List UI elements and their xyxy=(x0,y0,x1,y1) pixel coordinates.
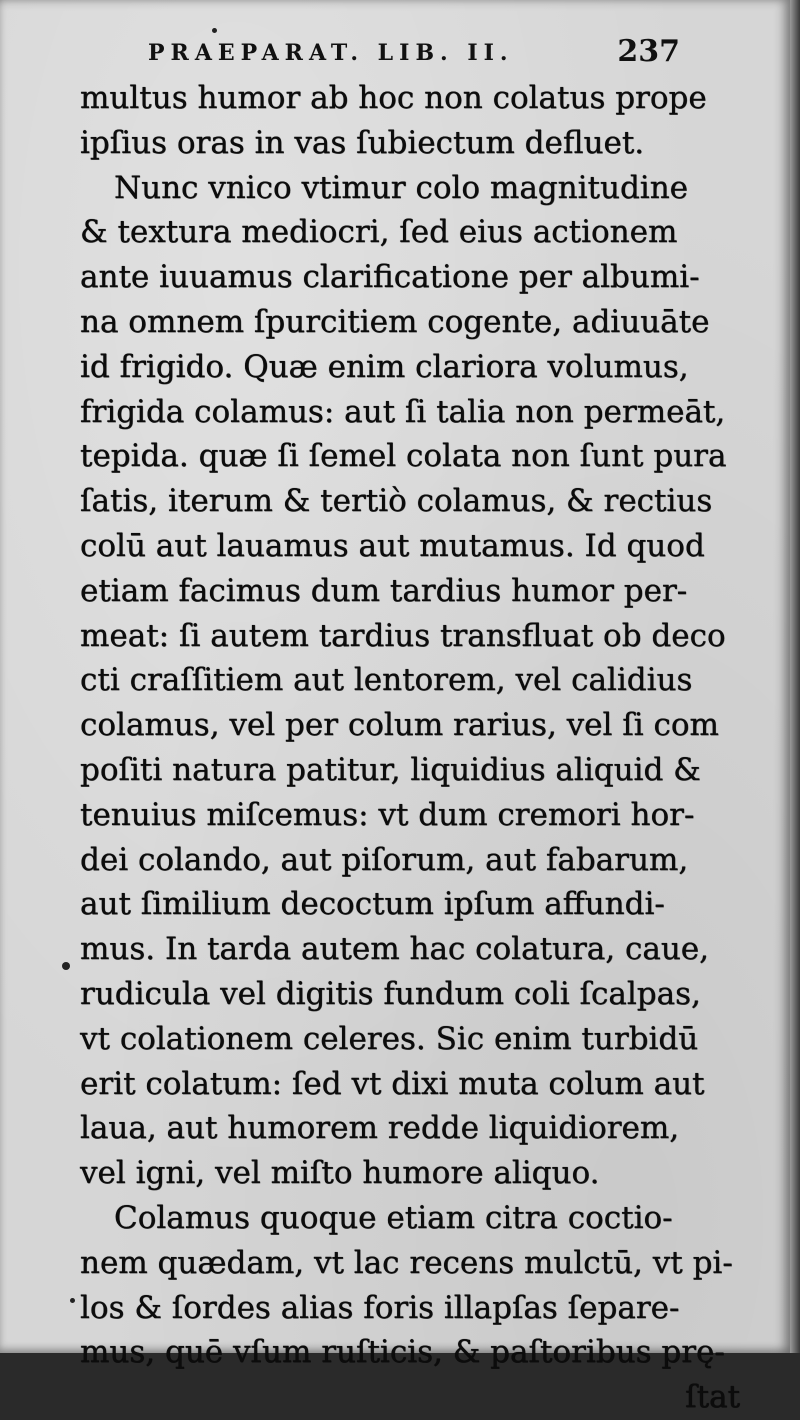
ink-speck xyxy=(70,1298,75,1303)
paragraph-start-line: Nunc vnico vtimur colo magnitudine xyxy=(114,169,689,206)
body-text xyxy=(80,76,740,1420)
text-line: meat: ſi autem tardius transfluat ob deco xyxy=(80,617,726,654)
text-line: ante iuuamus clarificatione per albumi- xyxy=(80,259,700,296)
text-line: ſatis, iterum & tertiò colamus, & rectius xyxy=(80,483,713,520)
text-line: etiam facimus dum tardius humor per- xyxy=(80,572,688,609)
text-line: mus. In tarda autem hac colatura, caue, xyxy=(80,931,710,968)
ink-speck xyxy=(62,962,70,970)
running-head: PRAEPARAT. LIB. II. xyxy=(148,40,514,66)
text-line: dei colando, aut piſorum, aut fabarum, xyxy=(80,841,689,878)
catchword: ſtat xyxy=(685,1379,740,1416)
text-line: multus humor ab hoc non colatus prope xyxy=(80,80,707,116)
text-line: colū aut lauamus aut mutamus. Id quod xyxy=(80,527,705,564)
text-line: colamus, vel per colum rarius, vel ſi com xyxy=(80,707,719,744)
text-line: mus, quē vſum ruſticis, & paſtoribus prę- xyxy=(80,1334,725,1371)
text-line: aut ſimilium decoctum ipſum affundi- xyxy=(80,886,665,923)
text-line: tepida. quæ ſi ſemel colata non ſunt pura xyxy=(80,438,727,475)
page-edge-shadow xyxy=(790,0,800,1353)
ink-speck xyxy=(212,28,217,33)
text-line: laua, aut humorem redde liquidiorem, xyxy=(80,1110,680,1147)
text-line: poſiti natura patitur, liquidius aliquid & xyxy=(80,751,701,788)
text-line: na omnem ſpurcitiem cogente, adiuuāte xyxy=(80,303,710,340)
paragraph-start-line: Colamus quoque etiam citra coctio- xyxy=(114,1199,673,1236)
text-line: rudicula vel digitis fundum coli ſcalpas, xyxy=(80,975,701,1012)
text-line: nem quædam, vt lac recens mulctū, vt pi- xyxy=(80,1244,733,1281)
text-line: erit colatum: ſed vt dixi muta colum aut xyxy=(80,1065,705,1102)
text-line: frigida colamus: aut ſi talia non permeāt, xyxy=(80,393,726,430)
text-line: vt colationem celeres. Sic enim turbidū xyxy=(80,1020,699,1057)
text-line: vel igni, vel miſto humore aliquo. xyxy=(80,1155,600,1192)
text-line: tenuius miſcemus: vt dum cremori hor- xyxy=(80,796,695,833)
text-line: id frigido. Quæ enim clariora volumus, xyxy=(80,348,689,385)
text-line: & textura mediocri, ſed eius actionem xyxy=(80,214,678,251)
text-line: ipſius oras in vas ſubiectum defluet. xyxy=(80,124,645,161)
page-header xyxy=(148,34,688,74)
text-line: los & ſordes alias foris illapſas ſepare- xyxy=(80,1289,680,1326)
page-number: 237 xyxy=(617,34,680,69)
text-line: cti craſſitiem aut lentorem, vel calidius xyxy=(80,662,693,699)
